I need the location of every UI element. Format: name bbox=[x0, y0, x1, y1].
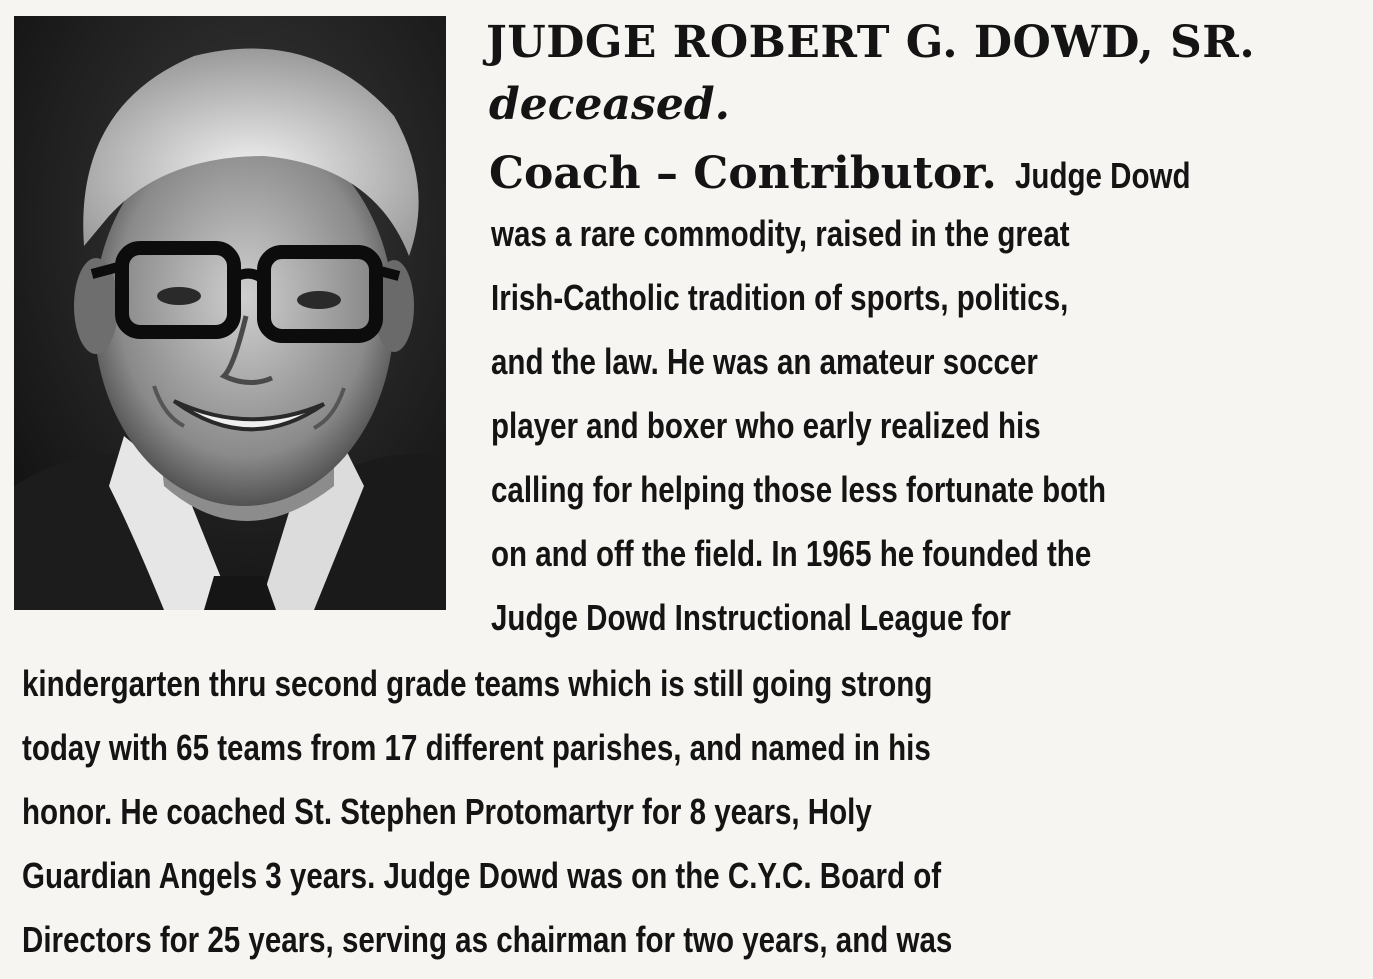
status-label: deceased. bbox=[489, 79, 730, 130]
body-line: Judge Dowd Instructional League for bbox=[491, 597, 1011, 638]
portrait-photo bbox=[14, 16, 446, 610]
body-line: today with 65 teams from 17 different parishes, and named in his bbox=[22, 727, 931, 768]
body-line: Directors for 25 years, serving as chairman for two years, and was bbox=[22, 919, 953, 960]
body-line: honor. He coached St. Stephen Protomartyr for 8 years, Holy bbox=[22, 791, 872, 832]
role-line bbox=[489, 146, 1229, 212]
role-label: Coach – Contributor. bbox=[489, 148, 997, 199]
body-line: on and off the field. In 1965 he founded the bbox=[491, 533, 1092, 574]
body-line: Irish-Catholic tradition of sports, politics, bbox=[491, 277, 1069, 318]
body-line: calling for helping those less fortunate both bbox=[491, 469, 1107, 510]
body-line: and the law. He was an amateur soccer bbox=[491, 341, 1038, 382]
article-title: JUDGE ROBERT G. DOWD, SR. bbox=[486, 17, 1256, 68]
body-line: Judge Dowd bbox=[1014, 155, 1191, 196]
body-line: kindergarten thru second grade teams which is still going strong bbox=[22, 663, 933, 704]
body-line: Guardian Angels 3 years. Judge Dowd was on the C.Y.C. Board of bbox=[22, 855, 942, 896]
body-line: was a rare commodity, raised in the great bbox=[491, 213, 1070, 254]
body-line: player and boxer who early realized his bbox=[491, 405, 1041, 446]
portrait-illustration bbox=[14, 16, 446, 610]
